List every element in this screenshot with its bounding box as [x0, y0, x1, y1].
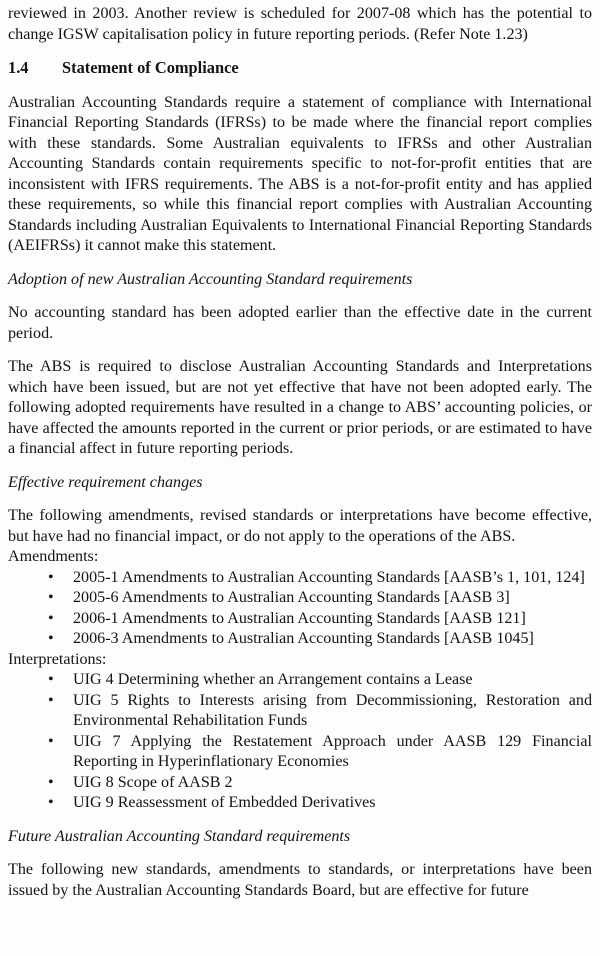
paragraph-future-intro: The following new standards, amendments to standards, or interpretations have been issued by the Australian Accounting Standards Board, but are effective for future: [8, 861, 592, 899]
list-item: [8, 629, 592, 650]
subheading-adoption: Adoption of new Australian Accounting Standard requirements: [8, 270, 413, 288]
list-item-text: UIG 8 Scope of AASB 2: [73, 773, 233, 791]
bullet-icon: •: [48, 773, 54, 791]
bullet-icon: •: [48, 671, 54, 688]
paragraph-effective-intro: The following amendments, revised standards or interpretations have become effective, but have had no financial impact, or do not apply to the operations of the ABS.: [8, 507, 592, 545]
bullet-icon: •: [48, 794, 54, 811]
bullet-icon: •: [48, 732, 54, 750]
list-item-text: 2006-1 Amendments to Australian Accounting Standards [AASB 121]: [73, 609, 526, 627]
section-title: Statement of Compliance: [62, 58, 239, 77]
list-item-text: UIG 9 Reassessment of Embedded Derivatives: [73, 794, 376, 811]
paragraph-disclosure: The ABS is required to disclose Australian Accounting Standards and Interpretations which have been issued, but are not yet effective that have not been adopted early. The following adopted requirements have resulted in a change to ABS’ accounting policies, or have affected the amounts reported in the current or prior periods, or are estimated to have a financial affect in future reporting periods.: [8, 358, 592, 457]
bullet-icon: •: [48, 589, 54, 606]
paragraph-no-early-adoption: No accounting standard has been adopted earlier than the effective date in the current period.: [8, 304, 592, 342]
paragraph-compliance: Australian Accounting Standards require a statement of compliance with International Financial Reporting Standards (IFRSs) to be made where the financial report complies with these standards. Some Australian equivalents to IFRSs and other Australian Accounting Standards contain requirements specific to not-for-profit entities that are inconsistent with IFRS requirements. The ABS is a not-for-profit entity and has applied these requirements, so while this financial report complies with Australian Accounting Standards including Australian Equivalents to International Financial Reporting Standards (AEIFRSs) it cannot make this statement.: [8, 93, 592, 254]
list-item-text: 2005-6 Amendments to Australian Accounting Standards [AASB 3]: [73, 589, 510, 606]
list-item-text: UIG 7 Applying the Restatement Approach under AASB 129 Financial Reporting in Hyperinflationary Economies: [73, 732, 592, 770]
list-item: [8, 670, 592, 691]
bullet-icon: •: [48, 568, 54, 586]
list-item-text: 2006-3 Amendments to Australian Accounting Standards [AASB 1045]: [73, 630, 534, 647]
list-item: [8, 732, 592, 773]
amendments-label: Amendments:: [8, 548, 99, 565]
bullet-icon: •: [48, 630, 54, 647]
bullet-icon: •: [48, 609, 54, 627]
list-item: [8, 588, 592, 609]
interpretations-label: Interpretations:: [8, 650, 107, 668]
paragraph-intro-continuation: reviewed in 2003. Another review is scheduled for 2007-08 which has the potential to change IGSW capitalisation policy in future reporting periods. (Refer Note 1.23): [8, 5, 592, 43]
section-number: 1.4: [8, 58, 29, 77]
list-item-text: UIG 4 Determining whether an Arrangement contains a Lease: [73, 671, 473, 688]
amendments-list: [8, 568, 592, 650]
list-item: [8, 568, 592, 589]
list-item: [8, 773, 592, 794]
subheading-effective: Effective requirement changes: [8, 473, 203, 491]
list-item-text: UIG 5 Rights to Interests arising from Decommissioning, Restoration and Environmental Rehabilitation Funds: [73, 691, 592, 729]
interpretations-list: [8, 670, 592, 814]
list-item: [8, 793, 592, 814]
list-item: [8, 609, 592, 630]
bullet-icon: •: [48, 691, 54, 709]
list-item: [8, 691, 592, 732]
subheading-future: Future Australian Accounting Standard requirements: [8, 827, 351, 845]
list-item-text: 2005-1 Amendments to Australian Accounting Standards [AASB’s 1, 101, 124]: [73, 568, 585, 586]
section-heading: [8, 58, 592, 79]
